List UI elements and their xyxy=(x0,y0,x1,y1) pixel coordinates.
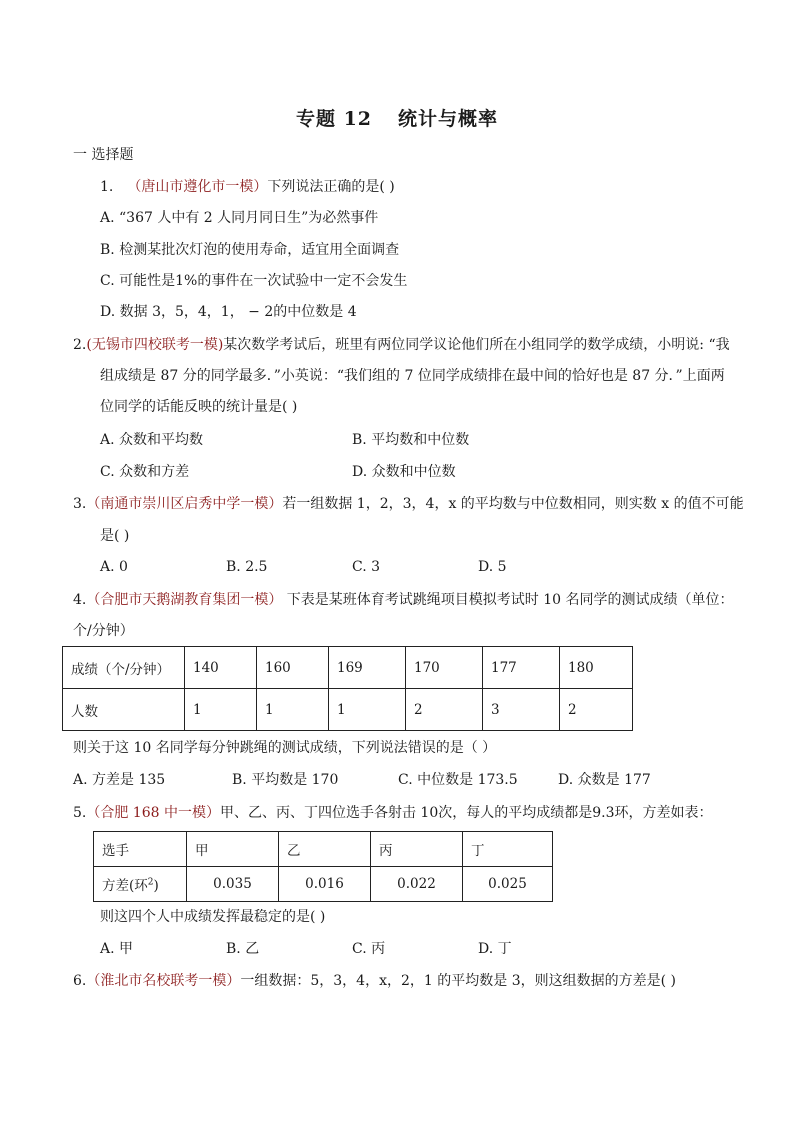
q5-line1 xyxy=(73,803,713,823)
section-heading: 一 选择题 xyxy=(73,147,134,163)
q5-number: 5. xyxy=(73,805,87,821)
table-cell: 2 xyxy=(560,689,633,731)
q3-text-1: 若一组数据 1，2，3，4，x 的平均数与中位数相同，则实数 x 的值不可能 xyxy=(282,496,744,512)
q4-number: 4. xyxy=(73,592,87,608)
q3-option-a: A. 0 xyxy=(100,559,128,575)
q3-option-b: B. 2.5 xyxy=(226,559,268,575)
table-cell: 人数 xyxy=(63,689,185,731)
q4-option-c: C. 中位数是 173.5 xyxy=(398,772,518,788)
q2-option-b: B. 平均数和中位数 xyxy=(352,432,470,448)
q1-option-c: C. 可能性是1%的事件在一次试验中一定不会发生 xyxy=(100,273,408,289)
q2-line3: 位同学的话能反映的统计量是( ) xyxy=(100,399,298,415)
q1-text: 下列说法正确的是( ) xyxy=(267,179,395,195)
q2-line1 xyxy=(73,335,730,355)
table-cell: 3 xyxy=(483,689,560,731)
table-cell: 成绩（个/分钟） xyxy=(63,647,185,689)
table-cell: 0.016 xyxy=(279,867,371,902)
q1-source: （唐山市遵化市一模） xyxy=(127,179,268,195)
q4-text-1: 下表是某班体育考试跳绳项目模拟考试时 10 名同学的测试成绩（单位： xyxy=(282,592,734,608)
q2-option-d: D. 众数和中位数 xyxy=(352,464,456,480)
q1-option-d: D. 数据 3，5，4，1， − 2的中位数是 4 xyxy=(100,304,357,320)
q5-variance-table xyxy=(93,831,553,902)
q2-source: (无锡市四校联考一模) xyxy=(86,337,224,353)
table-row xyxy=(63,647,633,689)
q4-line1 xyxy=(73,590,734,610)
table-cell: 乙 xyxy=(279,832,371,867)
q6-number: 6. xyxy=(73,973,87,989)
table-cell: 140 xyxy=(185,647,257,689)
q5-text-1: 甲、乙、丙、丁四位选手各射击 10次，每人的平均成绩都是9.3环，方差如表： xyxy=(219,805,713,821)
q2-text-1: 某次数学考试后，班里有两位同学议论他们所在小组同学的数学成绩，小明说: “我 xyxy=(223,337,730,353)
q3-option-d: D. 5 xyxy=(478,559,507,575)
q3-option-c: C. 3 xyxy=(352,559,381,575)
table-cell: 1 xyxy=(185,689,257,731)
table-cell: 0.025 xyxy=(463,867,553,902)
q4-source: （合肥市天鹅湖教育集团一模） xyxy=(86,592,283,608)
q2-option-c: C. 众数和方差 xyxy=(100,464,190,480)
q6-source: （淮北市名校联考一模） xyxy=(86,973,241,989)
q5-option-d: D. 丁 xyxy=(478,941,512,957)
q4-line2: 个/分钟） xyxy=(73,623,134,639)
q1-number: 1. xyxy=(100,179,114,195)
table-cell: 169 xyxy=(329,647,406,689)
q2-number: 2. xyxy=(73,337,87,353)
q3-line1 xyxy=(73,494,744,514)
q4-after-table: 则关于这 10 名同学每分钟跳绳的测试成绩，下列说法错误的是（ ） xyxy=(73,740,497,756)
q5-source: （合肥 168 中一模） xyxy=(86,805,220,821)
q6-text-1: 一组数据：5，3，4，x，2，1 的平均数是 3，则这组数据的方差是( ) xyxy=(240,973,676,989)
q4-option-a: A. 方差是 135 xyxy=(73,772,166,788)
table-cell: 170 xyxy=(406,647,483,689)
table-cell: 177 xyxy=(483,647,560,689)
q5-after-table: 则这四个人中成绩发挥最稳定的是( ) xyxy=(100,909,326,925)
title-topic-number: 专题 12 xyxy=(295,108,373,130)
q3-number: 3. xyxy=(73,496,87,512)
table-cell: 甲 xyxy=(187,832,279,867)
q2-line2: 组成绩是 87 分的同学最多．”小英说：“我们组的 7 位同学成绩排在最中间的恰好也是 87 分．”上面两 xyxy=(100,368,725,384)
table-row xyxy=(94,832,553,867)
table-row xyxy=(94,867,553,902)
q1-stem xyxy=(100,177,395,197)
page-title xyxy=(0,104,794,131)
variance-label-close: ) xyxy=(153,878,159,894)
table-cell: 180 xyxy=(560,647,633,689)
variance-label-exponent: 2 xyxy=(147,877,154,888)
q5-option-a: A. 甲 xyxy=(100,941,134,957)
q3-source: （南通市崇川区启秀中学一模） xyxy=(86,496,283,512)
table-cell: 2 xyxy=(406,689,483,731)
table-cell: 160 xyxy=(257,647,329,689)
table-cell: 0.022 xyxy=(371,867,463,902)
q6-line1 xyxy=(73,971,676,991)
table-cell: 丁 xyxy=(463,832,553,867)
table-row xyxy=(63,689,633,731)
q5-option-c: C. 丙 xyxy=(352,941,386,957)
title-topic-name: 统计与概率 xyxy=(398,108,499,130)
table-cell: 1 xyxy=(257,689,329,731)
table-cell xyxy=(94,867,187,902)
q2-option-a: A. 众数和平均数 xyxy=(100,432,204,448)
q1-option-a: A. “367 人中有 2 人同月同日生”为必然事件 xyxy=(100,210,379,226)
q4-option-b: B. 平均数是 170 xyxy=(232,772,339,788)
table-cell: 0.035 xyxy=(187,867,279,902)
q5-option-b: B. 乙 xyxy=(226,941,260,957)
table-cell: 选手 xyxy=(94,832,187,867)
table-cell: 1 xyxy=(329,689,406,731)
q3-line2: 是( ) xyxy=(100,528,130,544)
q4-option-d: D. 众数是 177 xyxy=(558,772,651,788)
q4-score-table xyxy=(62,646,633,731)
table-cell: 丙 xyxy=(371,832,463,867)
q1-option-b: B. 检测某批次灯泡的使用寿命，适宜用全面调查 xyxy=(100,242,400,258)
variance-label: 方差(环 xyxy=(102,878,148,894)
